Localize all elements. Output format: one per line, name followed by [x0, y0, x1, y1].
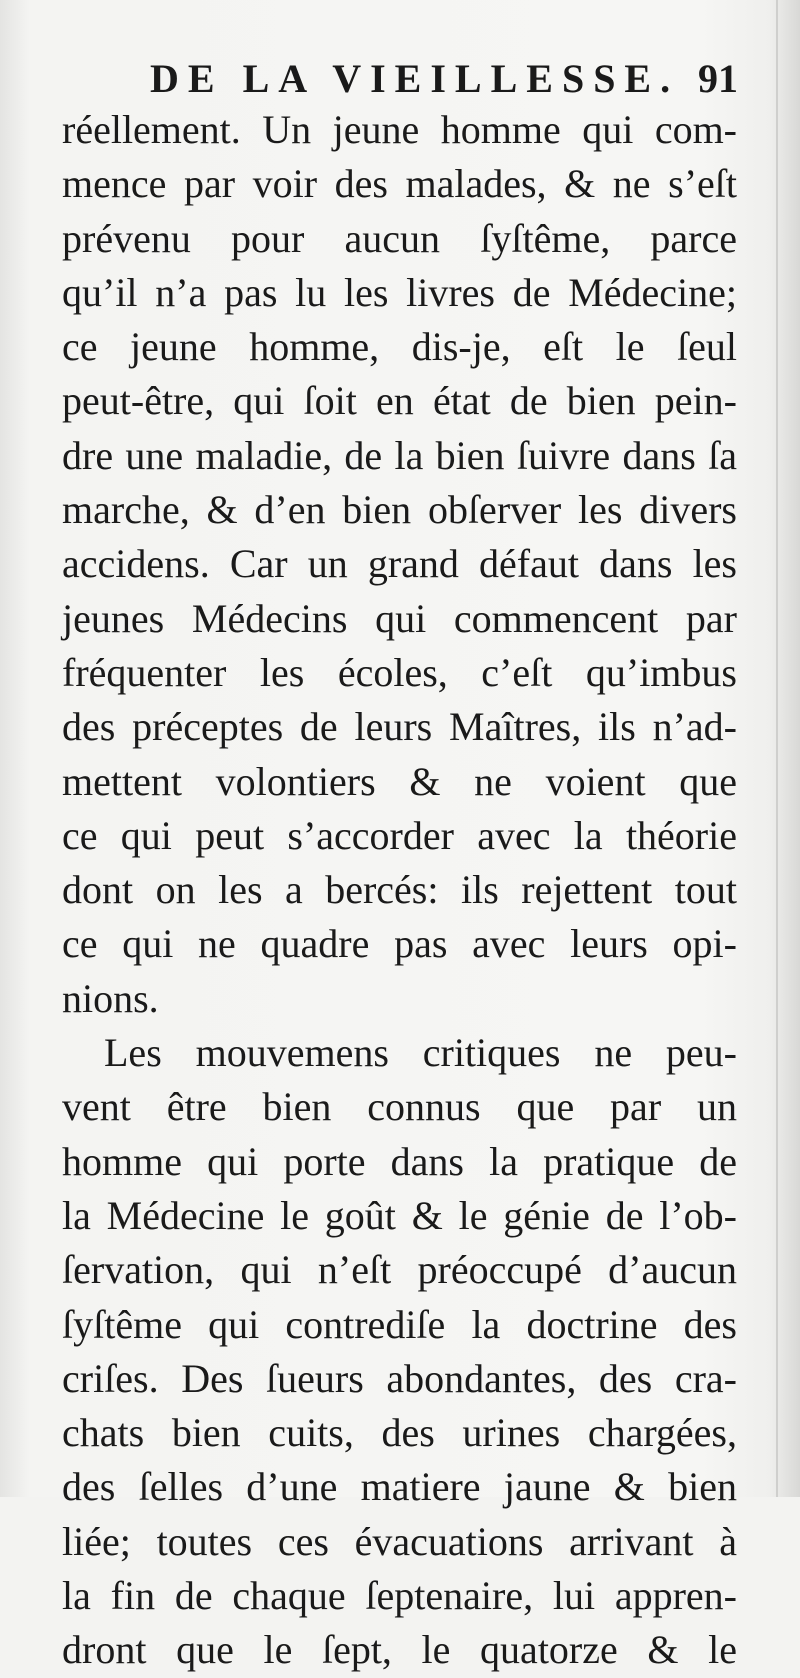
text-line: fréquenter les écoles, c’eſt qu’imbus — [62, 649, 737, 695]
text-line: ſervation, qui n’eſt préoccupé d’aucun — [62, 1247, 737, 1293]
text-line: réellement. Un jeune homme qui com- — [62, 107, 737, 152]
text-line: dront que le ſept, le quatorze & le — [62, 1627, 737, 1673]
text-line: chats bien cuits, des urines chargées, — [62, 1410, 737, 1456]
text-line: jeunes Médecins qui commencent par — [62, 595, 737, 641]
text-line: Les mouvemens critiques ne peu- — [104, 1030, 737, 1076]
text-line: nions. — [62, 975, 159, 1021]
text-line: homme qui porte dans la pratique de — [62, 1138, 737, 1184]
paragraph-2 — [62, 1026, 737, 1678]
running-head — [150, 55, 750, 105]
text-line: des préceptes de leurs Maîtres, ils n’ad- — [62, 704, 737, 750]
text-line: la fin de chaque ſeptenaire, lui appren- — [62, 1573, 737, 1619]
page-edge-shadow — [776, 0, 778, 1497]
page-number: 91 — [698, 56, 738, 101]
text-line: marche, & d’en bien obſerver les divers — [62, 487, 737, 533]
text-line: ce qui peut s’accorder avec la théorie — [62, 812, 737, 858]
text-line: ce qui ne quadre pas avec leurs opi- — [62, 921, 737, 967]
text-line: qu’il n’a pas lu les livres de Médecine; — [62, 269, 737, 315]
text-line: la Médecine le goût & le génie de l’ob- — [62, 1192, 737, 1238]
text-line: ce jeune homme, dis-je, eſt le ſeul — [62, 324, 737, 370]
text-line: mence par voir des malades, & ne s’eſt — [62, 161, 737, 207]
text-line: ſyſtême qui contrediſe la doctrine des — [62, 1301, 737, 1347]
text-line: accidens. Car un grand défaut dans les — [62, 541, 737, 587]
text-line: liée; toutes ces évacuations arrivant à — [62, 1518, 737, 1564]
text-line: peut-être, qui ſoit en état de bien pein- — [62, 378, 737, 424]
running-title: DE LA VIEILLESSE. — [150, 56, 680, 101]
text-line: des ſelles d’une matiere jaune & bien — [62, 1464, 737, 1510]
text-line: dre une maladie, de la bien ſuivre dans ſa — [62, 432, 737, 478]
text-line: vent être bien connus que par un — [62, 1084, 737, 1130]
text-line: dont on les a bercés: ils rejettent tout — [62, 867, 737, 913]
text-line: mettent volontiers & ne voient que — [62, 758, 737, 804]
body-text — [62, 103, 737, 1678]
paragraph-1 — [62, 103, 737, 1026]
text-line: prévenu pour aucun ſyſtême, parce — [62, 215, 737, 261]
text-line: criſes. Des ſueurs abondantes, des cra- — [62, 1355, 737, 1401]
